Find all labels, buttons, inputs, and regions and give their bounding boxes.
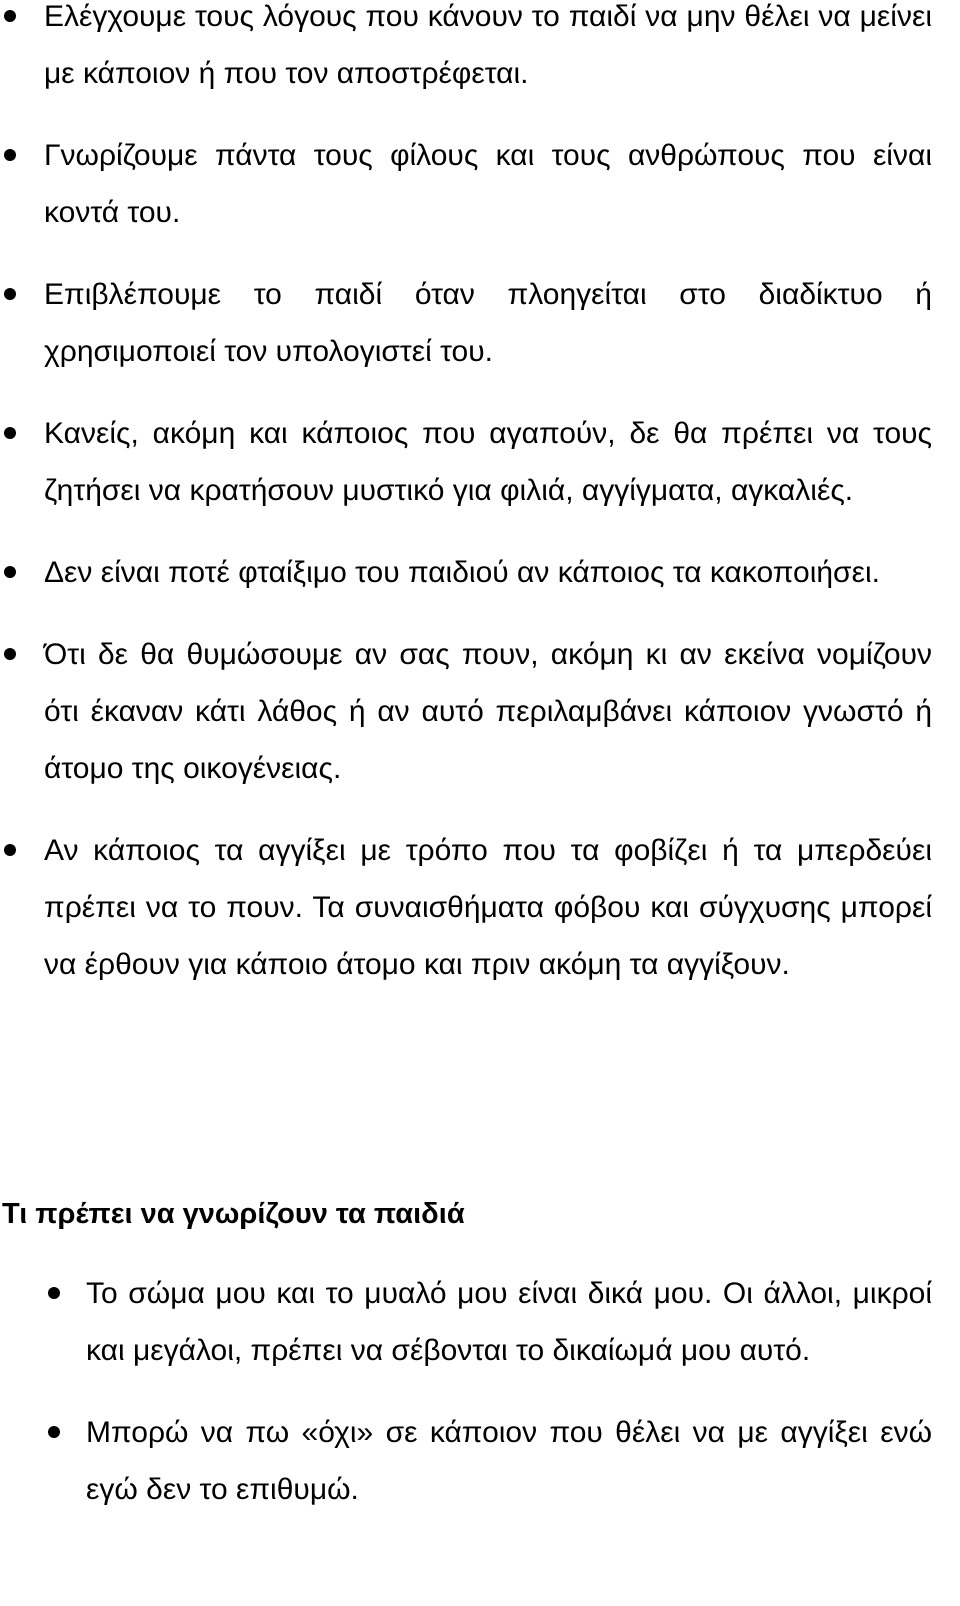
list-item-text: Γνωρίζουμε πάντα τους φίλους και τους ανθρώπους που είναι κοντά του. xyxy=(44,139,932,229)
bullet-icon xyxy=(4,566,16,578)
list-item xyxy=(86,1265,932,1379)
bullet-icon xyxy=(4,648,16,660)
list-item-text: Δεν είναι ποτέ φταίξιμο του παιδιού αν κάποιος τα κακοποιήσει. xyxy=(44,556,880,589)
list-item-text: Ότι δε θα θυμώσουμε αν σας πουν, ακόμη κι αν εκείνα νομίζουν ότι έκαναν κάτι λάθος ή αν αυτό περιλαμβάνει κάποιον γνωστό ή άτομο της οικογένειας. xyxy=(44,638,932,785)
list-item xyxy=(44,0,932,102)
bullet-icon xyxy=(48,1287,60,1299)
bullet-list-top xyxy=(44,0,932,1018)
bullet-icon xyxy=(48,1426,60,1438)
list-item xyxy=(44,127,932,241)
list-item-text: Μπορώ να πω «όχι» σε κάποιον που θέλει να με αγγίξει ενώ εγώ δεν το επιθυμώ. xyxy=(86,1416,932,1506)
bullet-icon xyxy=(4,844,16,856)
list-item-text: Κανείς, ακόμη και κάποιος που αγαπούν, δε θα πρέπει να τους ζητήσει να κρατήσουν μυστικό για φιλιά, αγγίγματα, αγκαλιές. xyxy=(44,417,932,507)
bullet-list-bottom xyxy=(86,1265,932,1543)
list-item xyxy=(44,544,932,601)
list-item xyxy=(44,822,932,993)
list-item xyxy=(44,266,932,380)
list-item-text: Το σώμα μου και το μυαλό μου είναι δικά μου. Οι άλλοι, μικροί και μεγάλοι, πρέπει να σέβονται το δικαίωμά μου αυτό. xyxy=(86,1277,932,1367)
section-heading: Τι πρέπει να γνωρίζουν τα παιδιά xyxy=(2,1198,465,1230)
list-item xyxy=(44,405,932,519)
bullet-icon xyxy=(4,288,16,300)
bullet-icon xyxy=(4,427,16,439)
list-item-text: Ελέγχουμε τους λόγους που κάνουν το παιδί να μην θέλει να μείνει με κάποιον ή που τον αποστρέφεται. xyxy=(44,0,932,90)
list-item-text: Αν κάποιος τα αγγίξει με τρόπο που τα φοβίζει ή τα μπερδεύει πρέπει να το πουν. Τα συναισθήματα φόβου και σύγχυσης μπορεί να έρθουν για κάποιο άτομο και πριν ακόμη τα αγγίξουν. xyxy=(44,834,932,981)
list-item xyxy=(86,1404,932,1518)
bullet-icon xyxy=(4,149,16,161)
list-item-text: Επιβλέπουμε το παιδί όταν πλοηγείται στο διαδίκτυο ή χρησιμοποιεί τον υπολογιστεί του. xyxy=(44,278,932,368)
list-item xyxy=(44,626,932,797)
bullet-icon xyxy=(4,10,16,22)
